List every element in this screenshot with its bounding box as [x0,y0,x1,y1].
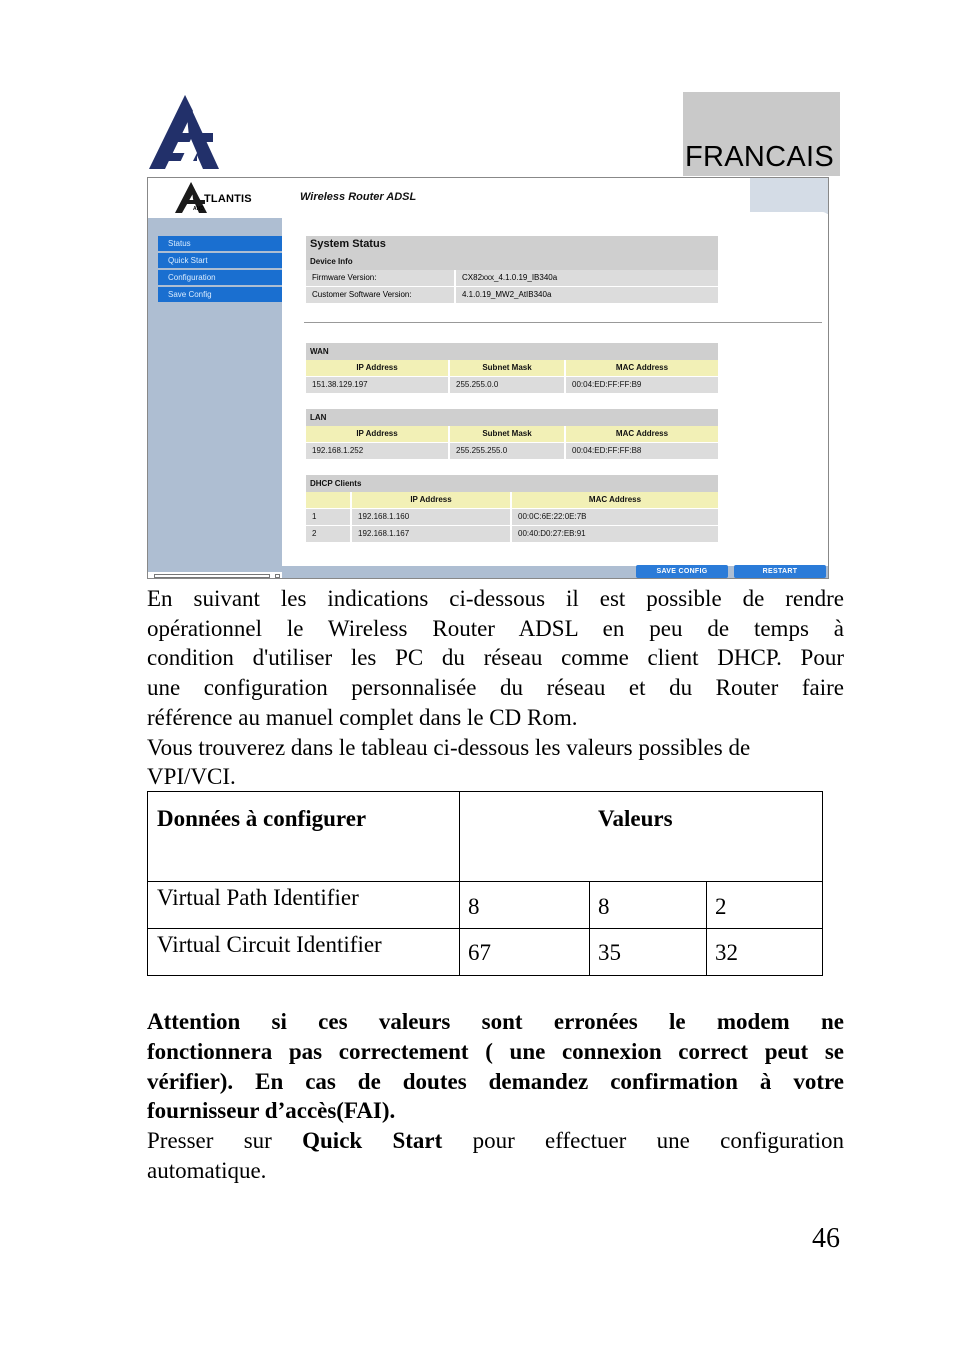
vpi-value-3: 2 [715,894,727,919]
brand-subname: AND [193,206,204,212]
vci-value-1: 67 [468,940,491,965]
dhcp-row-2-ip: 192.168.1.167 [352,526,510,542]
lan-mask-value: 255.255.255.0 [450,443,564,459]
dhcp-row-1-index: 1 [306,509,350,525]
warning-line-3: vérifier). En cas de doutes demandez confirmation à votre [147,1069,844,1094]
language-tab [683,92,840,176]
firmware-version-row [306,270,718,287]
dhcp-mac-header: MAC Address [512,492,718,508]
scrollbar-arrow[interactable] [275,574,280,578]
software-version-row [306,287,718,304]
warning-line-1: Attention si ces valeurs sont erronées le modem ne [147,1009,844,1034]
vpi-label: Virtual Path Identifier [157,885,359,910]
vpi-vci-table [147,791,823,976]
dhcp-row-1-mac: 00:0C:6E:22:0E:7B [512,509,718,525]
lan-mac-value: 00:04:ED:FF:FF:B8 [566,443,718,459]
brand-name: TLANTIS [204,193,252,205]
vpi-value-1: 8 [468,894,480,919]
intro-line-2: opérationnel le Wireless Router ADSL en peu de temps à [147,616,844,641]
dhcp-row-2-index: 2 [306,526,350,542]
nav-save-config[interactable]: Save Config [158,287,282,303]
vpi-value-2: 8 [598,894,610,919]
quick-start-text-a: Presser sur [147,1128,303,1153]
dhcp-title: DHCP Clients [306,475,718,492]
atlantis-logo [147,93,221,171]
section-label: FRANCAIS [685,141,835,173]
wan-mac-value: 00:04:ED:FF:FF:B9 [566,377,718,393]
dhcp-row-1-ip: 192.168.1.160 [352,509,510,525]
table-header-param: Données à configurer [157,806,367,831]
warning-line-4: fournisseur d’accès(FAI). [147,1098,396,1123]
quick-start-line-1 [147,1126,844,1156]
vci-value-2: 35 [598,940,621,965]
quick-start-text-c: pour effectuer une configuration [442,1128,845,1153]
wan-mask-value: 255.255.0.0 [450,377,564,393]
wan-title: WAN [306,343,718,360]
lan-ip-value: 192.168.1.252 [306,443,448,459]
nav-quick-start[interactable]: Quick Start [158,253,282,269]
intro-line-3: condition d'utiliser les PC du réseau comme client DHCP. Pour [147,645,844,670]
warning-line-2: fonctionnera pas correctement ( une connexion correct peut se [147,1039,844,1064]
quick-start-line-2: automatique. [147,1158,267,1183]
vci-value-3: 32 [715,940,738,965]
vci-label: Virtual Circuit Identifier [157,932,382,957]
dhcp-row-2-mac: 00:40:D0:27:EB:91 [512,526,718,542]
software-version-label: Customer Software Version: [306,287,454,303]
lan-mask-header: Subnet Mask [450,426,564,442]
atlantis-brand-logo [174,180,264,214]
vpi-intro-line-2: VPI/VCI. [147,764,236,789]
table-header-values: Valeurs [598,806,673,831]
intro-line-4: une configuration personnalisée du réseau et du Router faire [147,675,844,700]
divider [304,322,822,323]
wan-ip-header: IP Address [306,360,448,376]
software-version-value: 4.1.0.19_MW2_AtIB340a [456,287,718,303]
save-config-button[interactable]: SAVE CONFIG [636,565,728,578]
lan-mac-header: MAC Address [566,426,718,442]
quick-start-emphasis: Quick Start [302,1128,443,1153]
system-status-title: System Status [306,236,718,253]
restart-button[interactable]: RESTART [734,565,826,578]
nav-status[interactable]: Status [158,236,282,252]
device-info-title: Device Info [306,253,718,270]
firmware-version-label: Firmware Version: [306,270,454,286]
wan-mask-header: Subnet Mask [450,360,564,376]
vpi-intro-line-1: Vous trouverez dans le tableau ci-dessous les valeurs possibles de [147,735,751,760]
wan-ip-value: 151.38.129.197 [306,377,448,393]
lan-title: LAN [306,409,718,426]
nav-configuration[interactable]: Configuration [158,270,282,286]
wan-mac-header: MAC Address [566,360,718,376]
intro-line-1: En suivant les indications ci-dessous il est possible de rendre [147,586,844,611]
lan-ip-header: IP Address [306,426,448,442]
dhcp-index-header [306,492,350,508]
firmware-version-value: CX82xxx_4.1.0.19_IB340a [456,270,718,286]
dhcp-ip-header: IP Address [352,492,510,508]
intro-line-5: référence au manuel complet dans le CD Rom. [147,705,578,730]
router-ui-screenshot [147,177,829,579]
product-title: Wireless Router ADSL [300,191,417,203]
horizontal-scrollbar[interactable] [154,574,270,578]
page-number: 46 [812,1223,840,1254]
